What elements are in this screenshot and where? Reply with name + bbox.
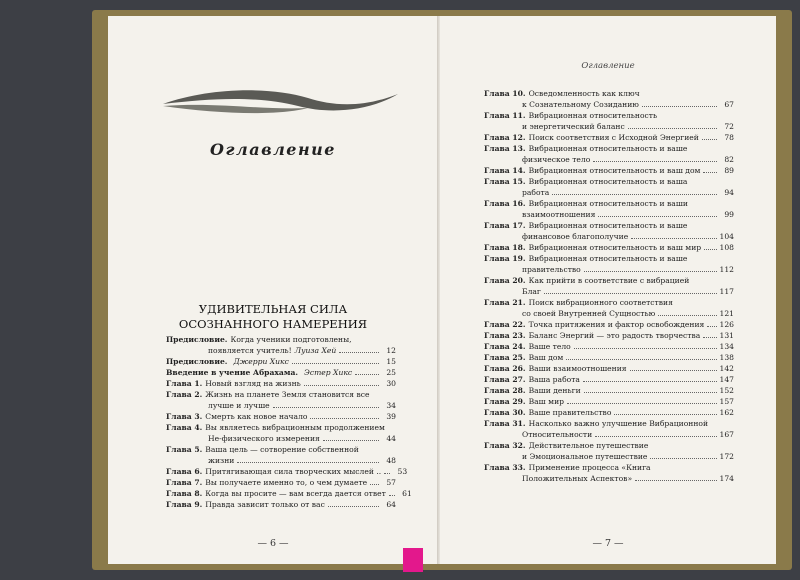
toc-entry	[484, 330, 734, 341]
toc-entry-title: Вибрационная относительность и ваше	[528, 221, 688, 230]
toc-entry-title: Ваша работа	[528, 375, 580, 384]
dot-leader	[567, 403, 717, 404]
part-title: УДИВИТЕЛЬНАЯ СИЛА ОСОЗНАННОГО НАМЕРЕНИЯ	[178, 302, 368, 331]
toc-entry-label: Глава 27.	[484, 375, 526, 384]
toc-entry	[166, 411, 396, 422]
toc-entry-page: 108	[719, 243, 734, 252]
dot-leader	[598, 216, 717, 217]
running-head: Оглавление	[581, 61, 635, 71]
toc-entry	[484, 462, 734, 484]
dot-leader	[370, 484, 379, 485]
toc-entry-label: Предисловие.	[166, 357, 228, 366]
dot-leader	[323, 440, 379, 441]
toc-entry-label: Глава 24.	[484, 342, 526, 351]
dot-leader	[631, 238, 716, 239]
toc-entry-title: Вибрационная относительность и ваше	[528, 144, 688, 153]
toc-entry-label: Глава 6.	[166, 467, 203, 476]
toc-entry-title: Вибрационная относительность и ваша	[528, 177, 688, 186]
toc-entry-title: Жизнь на планете Земля становится все	[205, 390, 370, 399]
toc-entry-page: 44	[386, 434, 396, 443]
toc-list-left	[166, 334, 412, 510]
toc-entry-page: 12	[386, 346, 396, 355]
toc-entry-page: 152	[719, 386, 734, 395]
toc-entry-title: Вы получаете именно то, о чем думаете	[205, 478, 368, 487]
toc-entry-label: Глава 29.	[484, 397, 526, 406]
toc-entry-page: 138	[719, 353, 734, 362]
toc-entry-page: 162	[719, 408, 734, 417]
dot-leader	[703, 172, 717, 173]
toc-entry	[484, 407, 734, 418]
toc-entry	[166, 367, 396, 378]
toc-entry-page: 15	[386, 357, 396, 366]
toc-entry-page: 172	[719, 452, 734, 461]
toc-entry-title: физическое тело	[522, 155, 591, 164]
toc-entry-page: 57	[386, 478, 396, 487]
toc-entry-title: Смерть как новое начало	[205, 412, 308, 421]
dot-leader	[630, 370, 717, 371]
dot-leader	[544, 293, 717, 294]
toc-entry-title: взаимоотношения	[522, 210, 596, 219]
toc-entry	[166, 499, 396, 510]
toc-entry	[484, 143, 734, 165]
dot-leader	[237, 462, 379, 463]
toc-entry-label: Глава 19.	[484, 254, 526, 263]
toc-entry	[484, 253, 734, 275]
dot-leader	[703, 337, 716, 338]
toc-entry	[484, 363, 734, 374]
toc-entry	[166, 477, 396, 488]
toc-entry	[166, 444, 396, 466]
toc-entry-label: Глава 26.	[484, 364, 526, 373]
toc-entry	[484, 242, 734, 253]
dot-leader	[635, 480, 716, 481]
toc-entry-page: 39	[386, 412, 396, 421]
toc-entry-title: Вибрационная относительность и ваши	[528, 199, 688, 208]
toc-entry	[166, 389, 396, 411]
dot-leader	[304, 385, 379, 386]
dot-leader	[339, 352, 379, 353]
toc-title: Оглавление	[210, 140, 336, 159]
toc-entry	[166, 488, 412, 499]
toc-entry-label: Глава 33.	[484, 463, 526, 472]
dot-leader	[574, 348, 717, 349]
toc-entry-label: Глава 18.	[484, 243, 526, 252]
toc-entry	[484, 88, 734, 110]
toc-entry-page: 61	[402, 489, 412, 498]
toc-entry-title: Поиск вибрационного соответствия	[528, 298, 673, 307]
toc-entry-page: 53	[397, 467, 408, 476]
toc-entry-page: 117	[719, 287, 734, 296]
dot-leader	[328, 506, 379, 507]
toc-entry-title: Ваши взаимоотношения	[528, 364, 627, 373]
toc-entry	[484, 341, 734, 352]
toc-entry-label: Глава 12.	[484, 133, 526, 142]
toc-entry-title: и энергетический баланс	[522, 122, 625, 131]
dot-leader	[310, 418, 379, 419]
toc-entry-author: Джерри Хикс	[233, 357, 289, 366]
toc-entry-title: Ваш дом	[528, 353, 564, 362]
toc-entry	[166, 356, 396, 367]
toc-entry-label: Глава 13.	[484, 144, 526, 153]
toc-entry-page: 78	[724, 133, 734, 142]
toc-entry-page: 34	[386, 401, 396, 410]
toc-entry-title: и Эмоциональное путешествие	[522, 452, 648, 461]
dot-leader	[584, 392, 717, 393]
toc-entry-title: Применение процесса «Книга	[528, 463, 651, 472]
dot-leader	[614, 414, 716, 415]
toc-entry-label: Глава 32.	[484, 441, 526, 450]
page-number-left: — 6 —	[257, 538, 289, 549]
toc-entry	[166, 378, 396, 389]
toc-entry-label: Глава 11.	[484, 111, 526, 120]
toc-entry-page: 82	[724, 155, 734, 164]
toc-entry-page: 104	[719, 232, 734, 241]
toc-entry-label: Глава 7.	[166, 478, 203, 487]
toc-entry-title: финансовое благополучие	[522, 232, 629, 241]
toc-entry	[484, 176, 734, 198]
toc-entry-label: Введение в учение Абрахама.	[166, 368, 299, 377]
dot-leader	[658, 315, 716, 316]
toc-entry-label: Глава 10.	[484, 89, 526, 98]
toc-entry-page: 174	[719, 474, 734, 483]
toc-entry-page: 30	[386, 379, 396, 388]
toc-entry-page: 167	[719, 430, 734, 439]
toc-entry	[484, 374, 734, 385]
toc-entry	[484, 275, 734, 297]
toc-entry-label: Предисловие.	[166, 335, 228, 344]
toc-entry-page: 67	[724, 100, 734, 109]
toc-entry	[484, 440, 734, 462]
toc-entry	[484, 418, 734, 440]
dot-leader	[389, 495, 395, 496]
dot-leader	[593, 161, 717, 162]
toc-entry-label: Глава 25.	[484, 353, 526, 362]
toc-entry-title: правительство	[522, 265, 581, 274]
toc-entry-title: Баланс Энергий — это радость творчества	[528, 331, 701, 340]
toc-entry-page: 89	[724, 166, 734, 175]
right-page	[440, 16, 776, 564]
toc-entry-label: Глава 4.	[166, 423, 203, 432]
toc-entry-title: к Сознательному Созиданию	[522, 100, 639, 109]
toc-entry-page: 72	[724, 122, 734, 131]
toc-entry-title: Ваш мир	[528, 397, 564, 406]
toc-entry-title: работа	[522, 188, 550, 197]
toc-entry-label: Глава 1.	[166, 379, 203, 388]
toc-entry-title: Притягивающая сила творческих мыслей ..	[205, 467, 382, 476]
toc-entry	[166, 422, 396, 444]
toc-entry-title: появляется учитель!	[208, 346, 292, 355]
toc-entry-page: 48	[386, 456, 396, 465]
toc-entry-page: 99	[724, 210, 734, 219]
toc-entry-page: 147	[719, 375, 734, 384]
toc-entry-title: Как прийти в соответствие с вибрацией	[528, 276, 690, 285]
toc-entry-title: Точка притяжения и фактор освобождения	[528, 320, 705, 329]
toc-entry-title: Когда вы просите — вам всегда дается ответ	[205, 489, 386, 498]
dot-leader	[650, 458, 716, 459]
toc-entry-page: 142	[719, 364, 734, 373]
toc-entry-label: Глава 31.	[484, 419, 526, 428]
dot-leader	[642, 106, 717, 107]
toc-entry	[484, 165, 734, 176]
toc-entry-title: Вибрационная относительность	[528, 111, 658, 120]
toc-entry-label: Глава 17.	[484, 221, 526, 230]
toc-entry-title: Относительности	[522, 430, 593, 439]
dot-leader	[273, 407, 379, 408]
toc-entry-label: Глава 22.	[484, 320, 526, 329]
toc-entry-title: со своей Внутренней Сущностью	[522, 309, 656, 318]
toc-entry-page: 157	[719, 397, 734, 406]
toc-entry-title: Новый взгляд на жизнь	[205, 379, 301, 388]
toc-entry-title: Ваши деньги	[528, 386, 581, 395]
toc-entry-title: Правда зависит только от вас	[205, 500, 325, 509]
toc-entry-title: Осведомленность как ключ	[528, 89, 640, 98]
toc-entry-page: 134	[719, 342, 734, 351]
toc-entry-title: Вибрационная относительность и ваш дом	[528, 166, 701, 175]
toc-entry-label: Глава 16.	[484, 199, 526, 208]
toc-entry-author: Эстер Хикс	[304, 368, 353, 377]
toc-entry	[484, 396, 734, 407]
dot-leader	[292, 363, 379, 364]
dot-leader	[704, 249, 716, 250]
toc-entry	[484, 198, 734, 220]
toc-entry-label: Глава 21.	[484, 298, 526, 307]
toc-entry-title: Вы являетесь вибрационным продолжением	[205, 423, 385, 432]
toc-entry-page: 121	[719, 309, 734, 318]
toc-entry-title: Вибрационная относительность и ваш мир	[528, 243, 702, 252]
toc-entry-label: Глава 14.	[484, 166, 526, 175]
toc-entry-title: Когда ученики подготовлены,	[230, 335, 352, 344]
decorative-swoosh-icon	[158, 84, 403, 118]
toc-entry-label: Глава 20.	[484, 276, 526, 285]
toc-entry-title: Ваша цель — сотворение собственной	[205, 445, 359, 454]
toc-entry-title: лучше и лучше	[208, 401, 270, 410]
bookmark-ribbon	[403, 548, 423, 572]
toc-entry-page: 94	[724, 188, 734, 197]
toc-entry-title: Ваше тело	[528, 342, 571, 351]
left-page	[108, 16, 438, 564]
toc-entry-label: Глава 8.	[166, 489, 203, 498]
page-number-right: — 7 —	[592, 538, 624, 549]
toc-entry-label: Глава 2.	[166, 390, 203, 399]
toc-entry	[484, 110, 734, 132]
toc-entry	[484, 220, 734, 242]
toc-entry-title: Насколько важно улучшение Вибрационной	[528, 419, 709, 428]
toc-entry	[484, 297, 734, 319]
toc-entry-title: жизни	[208, 456, 235, 465]
toc-entry	[166, 334, 396, 356]
toc-entry-title: Действительное путешествие	[528, 441, 649, 450]
toc-entry-label: Глава 3.	[166, 412, 203, 421]
toc-entry	[484, 352, 734, 363]
toc-entry-label: Глава 15.	[484, 177, 526, 186]
toc-entry-label: Глава 30.	[484, 408, 526, 417]
dot-leader	[384, 473, 390, 474]
toc-entry-title: Положительных Аспектов»	[522, 474, 633, 483]
dot-leader	[595, 436, 716, 437]
toc-entry	[484, 132, 734, 143]
toc-entry-title: Благ	[522, 287, 541, 296]
dot-leader	[707, 326, 716, 327]
toc-entry-page: 25	[386, 368, 396, 377]
toc-entry-title: Не-физического измерения	[208, 434, 320, 443]
dot-leader	[552, 194, 717, 195]
toc-entry	[484, 319, 734, 330]
toc-list-right	[484, 88, 734, 484]
dot-leader	[583, 381, 717, 382]
toc-entry-author: Луиза Хей	[294, 346, 337, 355]
toc-entry	[166, 466, 408, 477]
toc-entry-page: 131	[719, 331, 734, 340]
toc-entry-label: Глава 23.	[484, 331, 526, 340]
toc-entry-title: Вибрационная относительность и ваше	[528, 254, 688, 263]
dot-leader	[566, 359, 716, 360]
dot-leader	[628, 128, 717, 129]
toc-entry-page: 64	[386, 500, 396, 509]
dot-leader	[355, 374, 379, 375]
dot-leader	[584, 271, 717, 272]
dot-leader	[702, 139, 717, 140]
toc-entry-title: Ваше правительство	[528, 408, 612, 417]
toc-entry-page: 112	[719, 265, 734, 274]
toc-entry-label: Глава 9.	[166, 500, 203, 509]
toc-entry-title: Поиск соответствия с Исходной Энергией	[528, 133, 699, 142]
toc-entry-page: 126	[719, 320, 734, 329]
toc-entry	[484, 385, 734, 396]
toc-entry-label: Глава 28.	[484, 386, 526, 395]
toc-entry-label: Глава 5.	[166, 445, 203, 454]
